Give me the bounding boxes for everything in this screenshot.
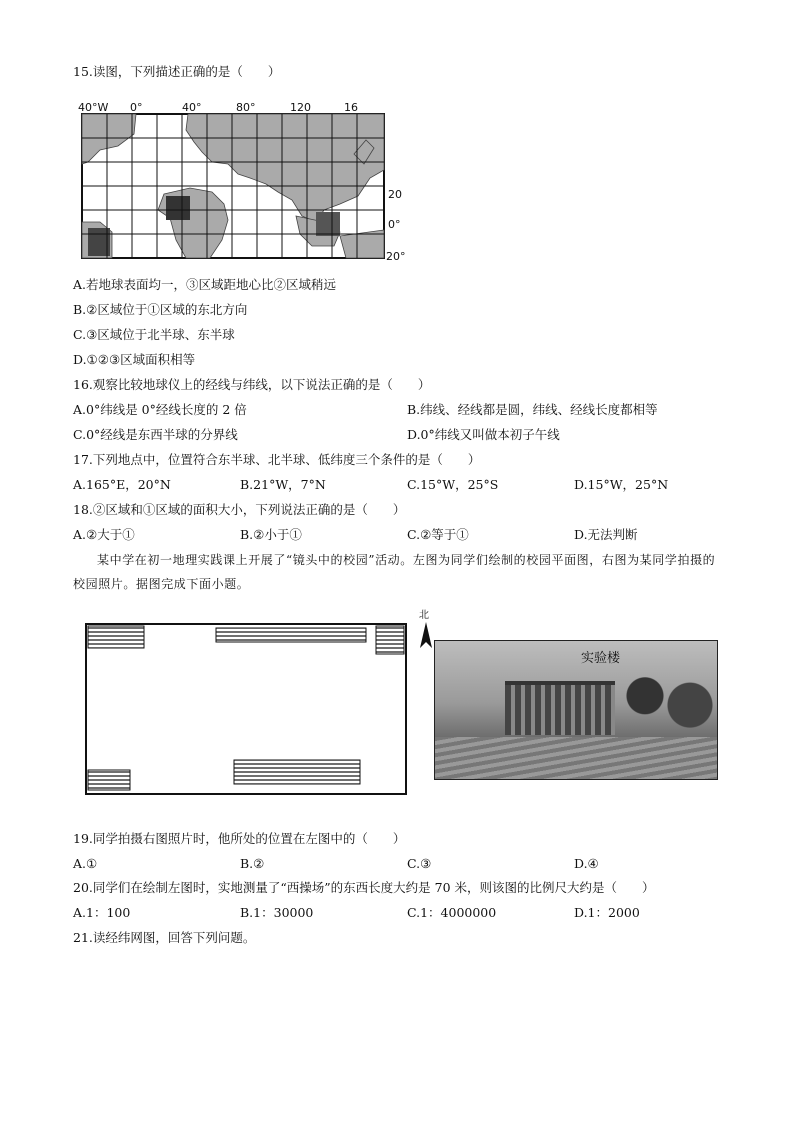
photo-ground [435,737,717,779]
campus-photo [434,640,718,780]
q20-option-c: C.1：4000000 [407,905,497,920]
label-20s: 20° [386,250,406,263]
q20-option-b: B.1：30000 [240,905,314,920]
q20-option-d: D.1：2000 [574,905,640,920]
q20-stem: 20.同学们在绘制左图时，实地测量了“西操场”的东西长度大约是 70 米，则该图的比例尺大约是（ ） [73,880,655,895]
q16-option-b: B.纬线、经线都是圆，纬线、经线长度都相等 [407,402,658,417]
q18-stem: 18.②区域和①区域的面积大小，下列说法正确的是（ ） [73,502,406,517]
photo-trees [615,671,715,733]
q17-option-d: D.15°W，25°N [574,477,669,492]
q15-option-c: C.③区域位于北半球、东半球 [73,327,235,342]
q15-option-a: A.若地球表面均一，③区域距地心比②区域稍远 [73,277,337,292]
q16-stem: 16.观察比较地球仪上的经线与纬线，以下说法正确的是（ ） [73,377,431,392]
q16-option-c: C.0°经线是东西半球的分界线 [73,427,238,442]
label-north: 北 [419,610,429,621]
q19-option-b: B.② [240,856,265,871]
q15-option-d: D.①②③区域面积相等 [73,352,196,367]
q18-option-d: D.无法判断 [574,527,638,542]
q17-stem: 17.下列地点中，位置符合东半球、北半球、低纬度三个条件的是（ ） [73,452,481,467]
reading-intro: 某中学在初一地理实践课上开展了“镜头中的校园”活动。左图为同学们绘制的校园平面图，右图为某同学拍摄的校园照片。据图完成下面小题。 [73,553,716,591]
q16-option-a: A.0°纬线是 0°经线长度的 2 倍 [73,402,247,417]
label-0-lon: 0° [130,101,143,114]
region-2 [166,196,190,220]
q17-option-c: C.15°W，25°S [407,477,499,492]
label-20n: 20 [388,188,402,201]
photo-building [505,681,615,735]
q15-stem: 15.读图，下列描述正确的是（ ） [73,64,281,79]
label-0-lat: 0° [388,218,401,231]
north-arrow-icon [416,608,436,650]
q18-option-a: A.②大于① [73,527,135,542]
campus-plan: 校门 教学楼 绿地 [80,602,410,822]
q18-option-b: B.②小于① [240,527,302,542]
q19-option-c: C.③ [407,856,432,871]
world-grid-map [78,100,418,265]
label-80e: 80° [236,101,256,114]
photo-label: 实验楼 [581,651,621,666]
q21-stem: 21.读经纬网图，回答下列问题。 [73,930,256,945]
q17-option-a: A.165°E，20°N [73,477,171,492]
label-40w: 40°W [78,101,109,114]
q16-option-d: D.0°纬线又叫做本初子午线 [407,427,560,442]
q19-option-a: A.① [73,856,98,871]
q15-option-b: B.②区域位于①区域的东北方向 [73,302,248,317]
label-160e: 16 [344,101,358,114]
region-3 [316,212,340,236]
q18-option-c: C.②等于① [407,527,469,542]
q19-option-d: D.④ [574,856,599,871]
label-120e: 120 [290,101,311,114]
q17-option-b: B.21°W，7°N [240,477,326,492]
label-40e: 40° [182,101,202,114]
q19-stem: 19.同学拍摄右图照片时，他所处的位置在左图中的（ ） [73,831,406,846]
q20-option-a: A.1：100 [73,905,131,920]
